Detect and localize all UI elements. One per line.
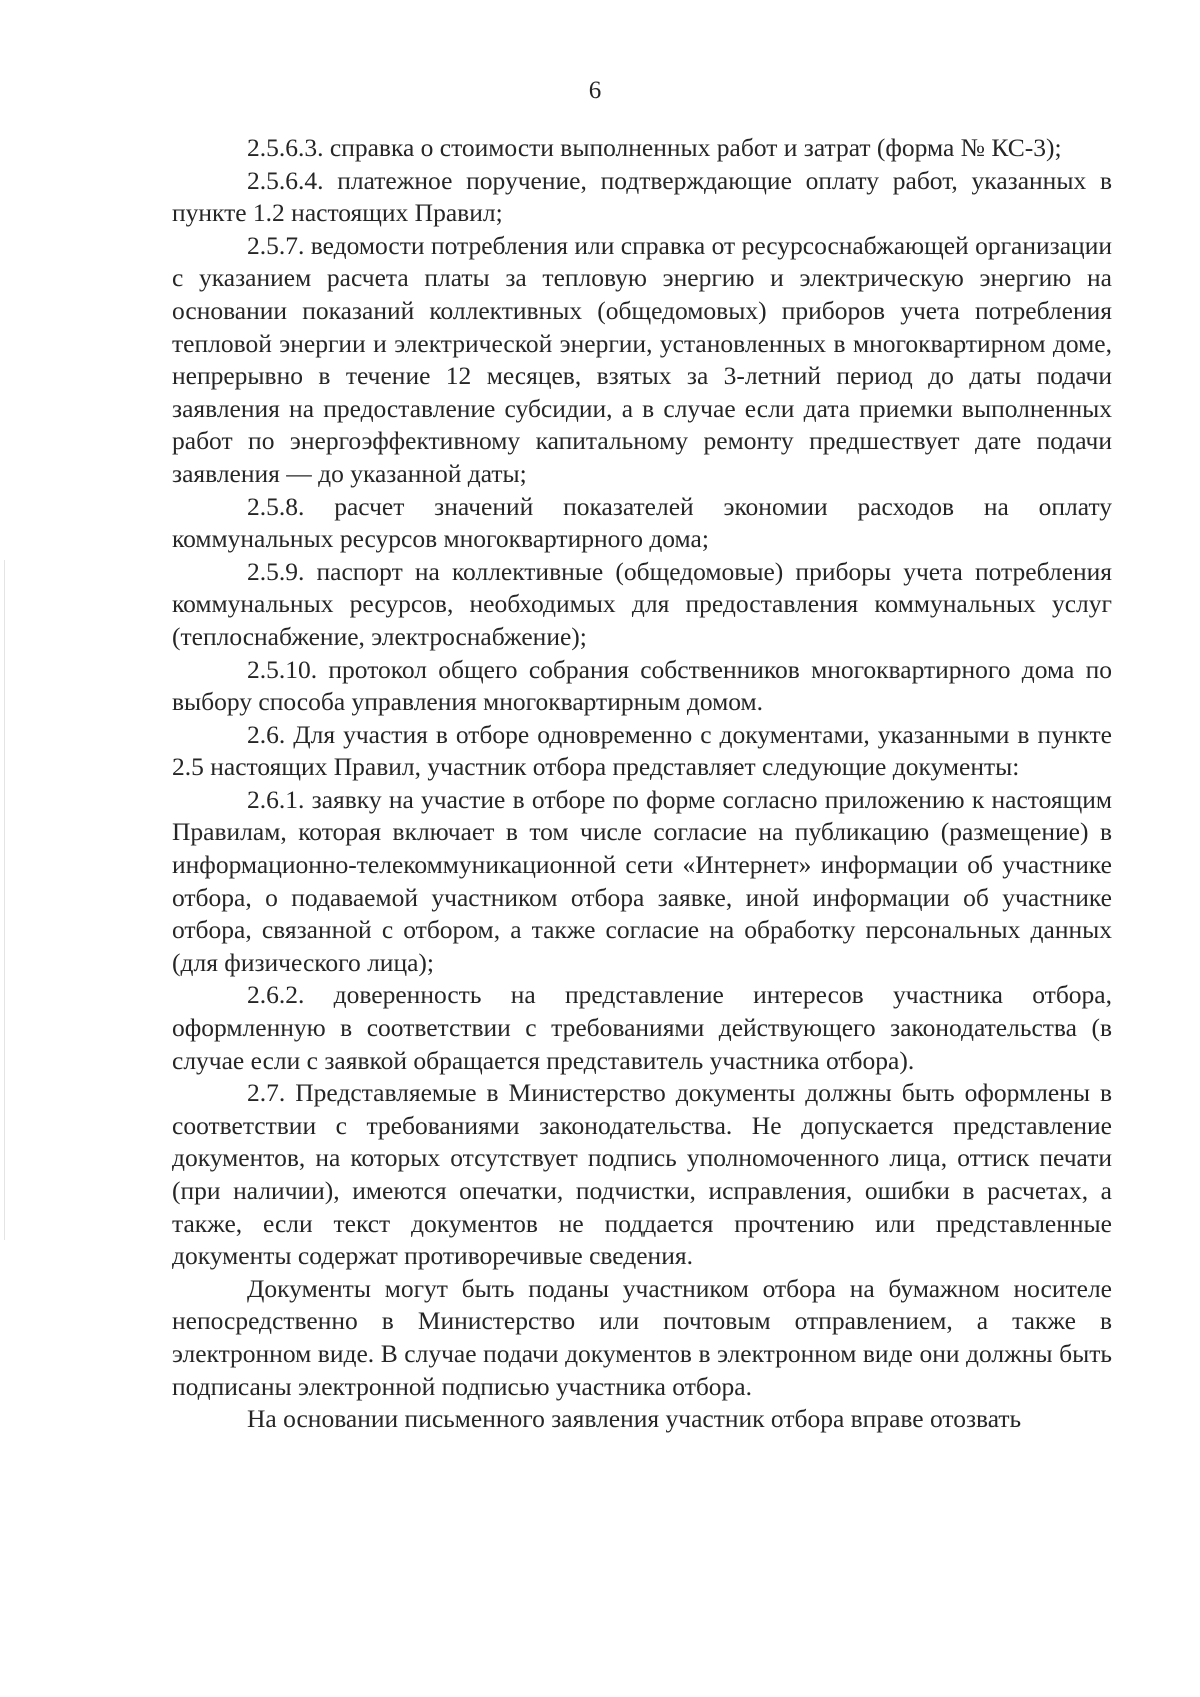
document-body: [172, 132, 1112, 1436]
paragraph-submission-methods: Документы могут быть поданы участником отбора на бумажном носителе непосредственно в Министерство или почтовым отправлением, а также в электронном виде. В случае подачи документов в электронном виде они должны быть подписаны электронной подписью участника отбора.: [172, 1273, 1112, 1401]
paragraph-withdrawal: На основании письменного заявления участник отбора вправе отозвать: [247, 1404, 1022, 1434]
paragraph-2-5-9: 2.5.9. паспорт на коллективные (общедомовые) приборы учета потребления коммунальных ресурсов, необходимых для предоставления коммунальных услуг (теплоснабжение, электроснабжение);: [172, 556, 1112, 651]
paragraph-2-5-7: 2.5.7. ведомости потребления или справка от ресурсоснабжающей организации с указанием расчета платы за тепловую энергию и электрическую энергию на основании показаний коллективных (общедомовых) приборов учета потребления тепловой энергии и электрической энергии, установленных в многоквартирном доме, непрерывно в течение 12 месяцев, взятых за 3-летний период до даты подачи заявления на предоставление субсидии, а в случае если дата приемки выполненных работ по энергоэффективному капитальному ремонту предшествует дате подачи заявления — до указанной даты;: [172, 230, 1112, 488]
paragraph-2-5-8: 2.5.8. расчет значений показателей экономии расходов на оплату коммунальных ресурсов многоквартирного дома;: [172, 491, 1112, 554]
paragraph-2-6: 2.6. Для участия в отборе одновременно с документами, указанными в пункте 2.5 настоящих Правил, участник отбора представляет следующие документы:: [172, 719, 1112, 782]
scan-edge-line: [4, 560, 5, 1240]
paragraph-2-5-6-4: 2.5.6.4. платежное поручение, подтверждающие оплату работ, указанных в пункте 1.2 настоящих Правил;: [172, 165, 1112, 228]
paragraph-2-6-2: 2.6.2. доверенность на представление интересов участника отбора, оформленную в соответствии с требованиями действующего законодательства (в случае если с заявкой обращается представитель участника отбора).: [172, 980, 1112, 1075]
paragraph-2-5-10: 2.5.10. протокол общего собрания собственников многоквартирного дома по выбору способа управления многоквартирным домом.: [172, 654, 1112, 717]
paragraph-2-7: 2.7. Представляемые в Министерство документы должны быть оформлены в соответствии с требованиями законодательства. Не допускается представление документов, на которых отсутствует подпись уполномоченного лица, оттиск печати (при наличии), имеются опечатки, подчистки, исправления, ошибки в расчетах, а также, если текст документов не поддается прочтению или представленные документы содержат противоречивые сведения.: [172, 1078, 1112, 1271]
paragraph-2-5-6-3: 2.5.6.3. справка о стоимости выполненных работ и затрат (форма № КС-3);: [247, 133, 1062, 162]
page-number: 6: [588, 77, 602, 104]
paragraph-2-6-1: 2.6.1. заявку на участие в отборе по форме согласно приложению к настоящим Правилам, которая включает в том числе согласие на публикацию (размещение) в информационно-телекоммуникационной сети «Интернет» информации об участнике отбора, о подаваемой участником отбора заявке, иной информации об участнике отбора, связанной с отбором, а также согласие на обработку персональных данных (для физического лица);: [172, 784, 1112, 977]
